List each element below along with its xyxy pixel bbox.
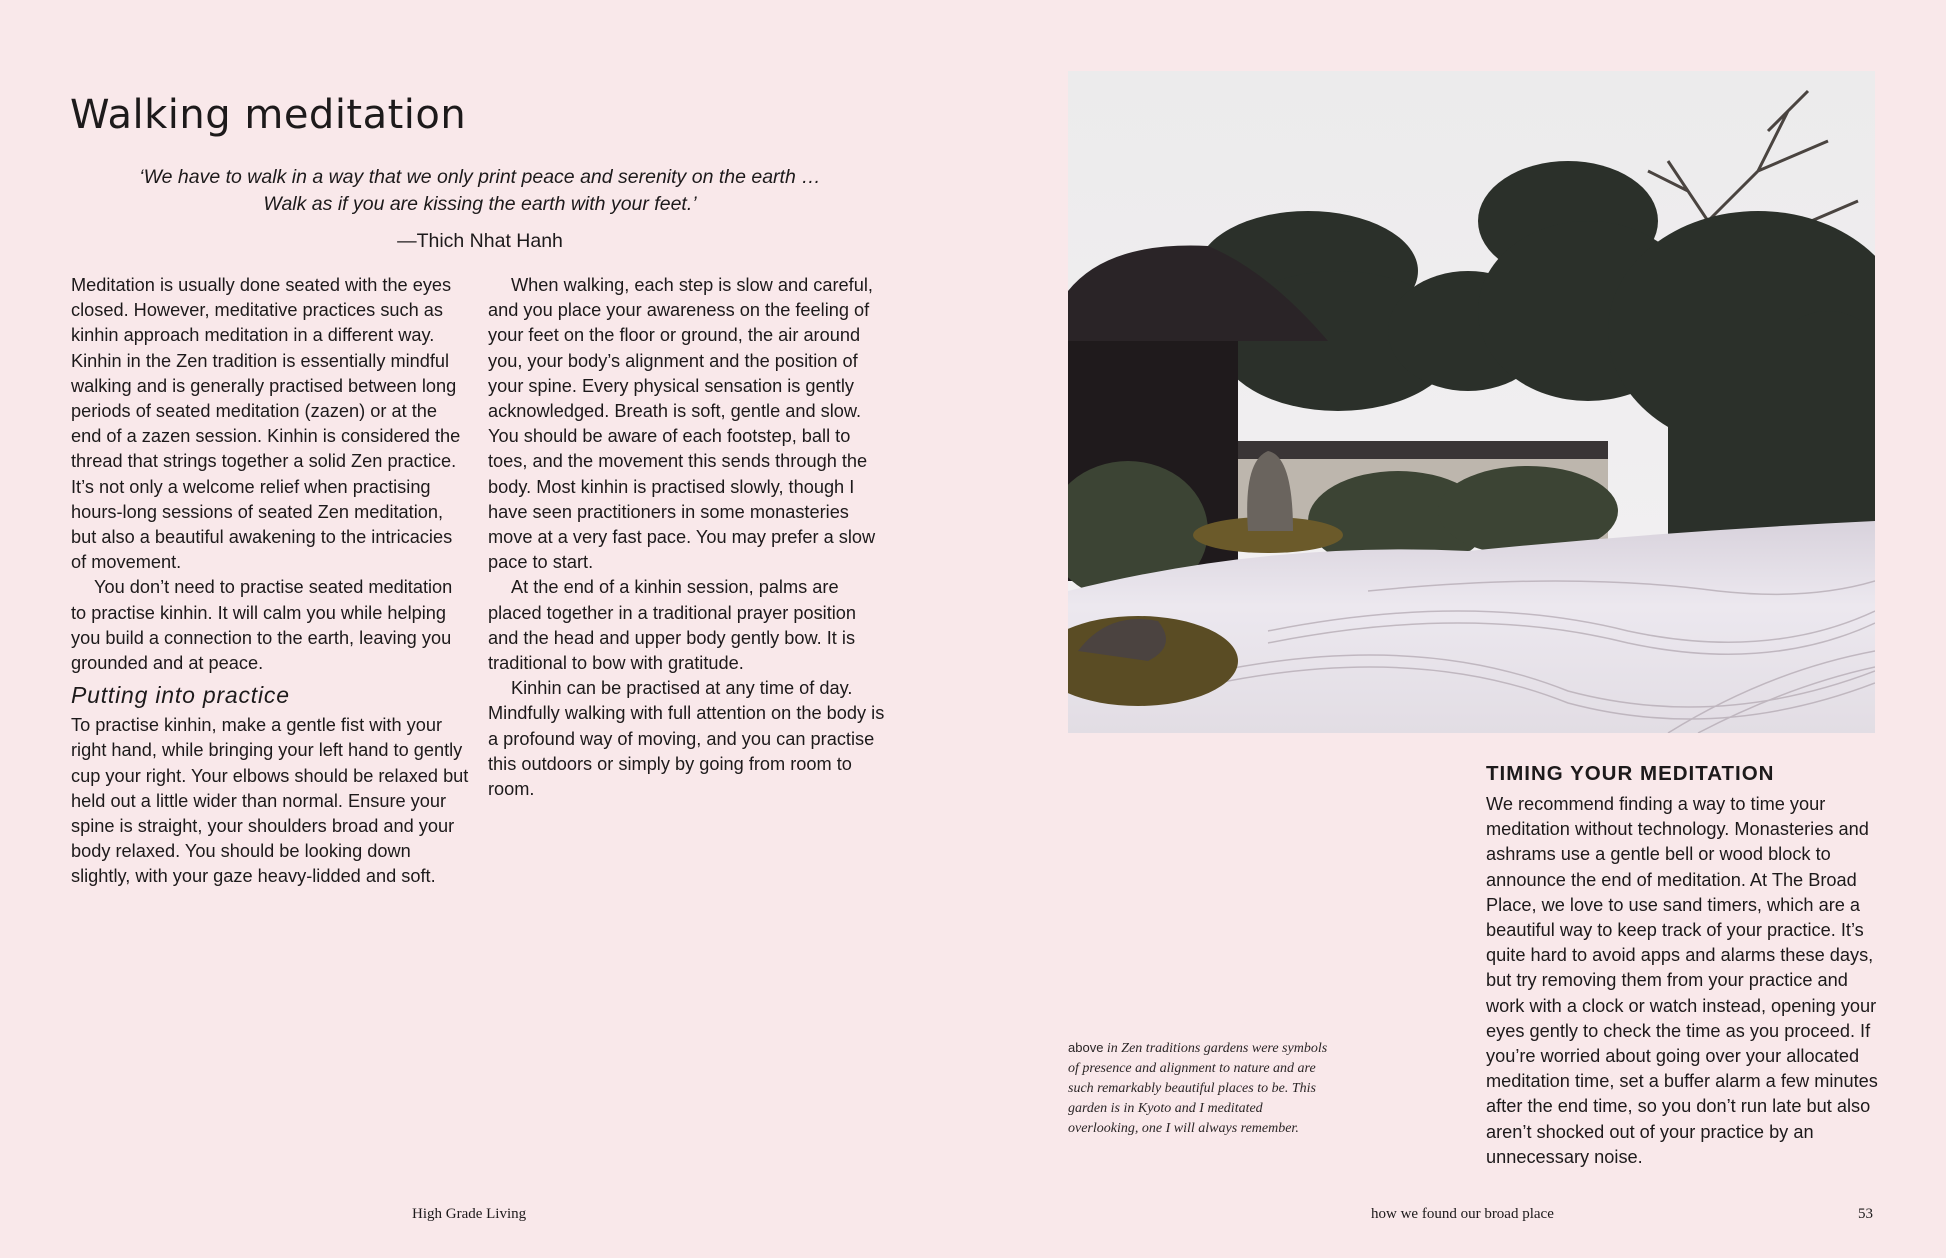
zen-garden-illustration [1068, 71, 1875, 733]
body-paragraph: When walking, each step is slow and careful, and you place your awareness on the feeling of your feet on the floor or ground, the air around you, your body’s alignment and the position of your spine. Every physical sensation is gently acknowledged. Breath is soft, gentle and slow. You should be aware of each footstep, ball to toes, and the movement this sends through the body. Most kinhin is practised slowly, though I have seen practitioners in some monasteries move at a very fast pace. You may prefer a slow pace to start. [488, 275, 876, 573]
body-paragraph: At the end of a kinhin session, palms are placed together in a traditional prayer position and the head and upper body gently bow. It is traditional to bow with gratitude. [488, 577, 857, 674]
footer-section-title: how we found our broad place [1371, 1206, 1554, 1222]
epigraph-quote: ‘We have to walk in a way that we only print peace and serenity on the earth … Walk as if you are kissing the earth with your feet.’ [139, 166, 821, 215]
epigraph-attribution: —Thich Nhat Hanh [397, 230, 563, 252]
body-paragraph: Kinhin can be practised at any time of day. Mindfully walking with full attention on the body is a profound way of moving, and you can practise this outdoors or simply by going from room to room. [488, 678, 885, 800]
body-column-2 [488, 273, 888, 802]
body-paragraph: You don’t need to practise seated meditation to practise kinhin. It will calm you while helping you build a connection to the earth, leaving you grounded and at peace. [71, 577, 453, 674]
body-column-1 [71, 273, 471, 890]
sidebar-text: We recommend finding a way to time your meditation without technology. Monasteries and ashrams use a gentle bell or wood block to announce the end of meditation. At The Broad Place, we love to use sand timers, which are a beautiful way to keep track of your practice. It’s quite hard to avoid apps and alarms these days, but try removing them from your practice and work with a clock or watch instead, opening your eyes gently to check the time as you proceed. If you’re worried about going over your allocated meditation time, set a buffer alarm a few minutes after the end time, so you don’t run late but also aren’t shocked out of your practice by an unnecessary noise. [1486, 794, 1878, 1167]
page-title: Walking meditation [70, 92, 467, 138]
page-number: 53 [1858, 1206, 1873, 1222]
body-paragraph: Meditation is usually done seated with the eyes closed. However, meditative practices such as kinhin approach meditation in a different way. Kinhin in the Zen tradition is essentially mindful walking and is generally practised between long periods of seated meditation (zazen) or at the end of a zazen session. Kinhin is considered the thread that strings together a solid Zen practice. It’s not only a welcome relief when practising hours-long sessions of seated Zen meditation, but also a beautiful awakening to the intricacies of movement. [71, 275, 461, 573]
photo-caption [1068, 1038, 1328, 1139]
footer-book-title: High Grade Living [412, 1206, 527, 1222]
body-paragraph: To practise kinhin, make a gentle fist with your right hand, while bringing your left hand to gently cup your right. Your elbows should be relaxed but held out a little wider than normal. Ensure your spine is straight, your shoulders broad and your body relaxed. You should be looking down slightly, with your gaze heavy-lidded and soft. [71, 715, 469, 887]
wall-roof [1228, 441, 1608, 459]
caption-text: in Zen traditions gardens were symbols of presence and alignment to nature and are such remarkably beautiful places to be. This garden is in Kyoto and I meditated overlooking, one I will always remember. [1068, 1041, 1328, 1136]
caption-lead: above [1068, 1040, 1104, 1055]
zen-garden-photo [1068, 71, 1875, 733]
section-subheading: Putting into practice [71, 682, 290, 709]
sidebar-heading: TIMING YOUR MEDITATION [1486, 762, 1775, 785]
